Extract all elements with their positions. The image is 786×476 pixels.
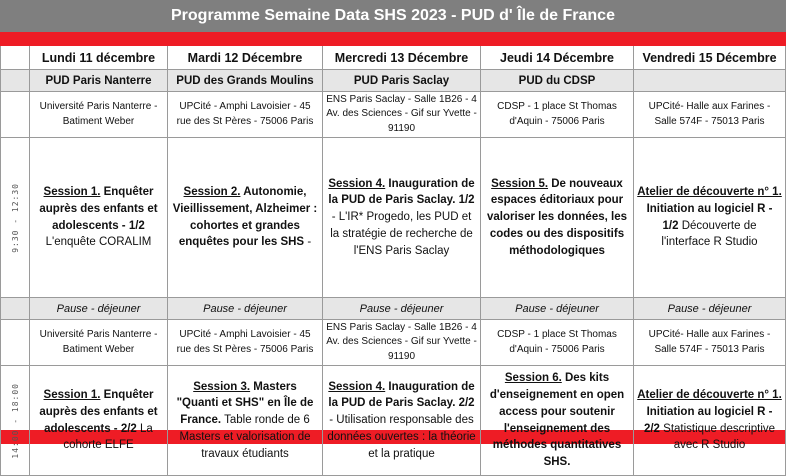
session-title: Enquêter auprès des enfants et adolescents - [39,389,158,435]
session-description: Table ronde de 6 Masters et valorisation de travaux étudiants [179,414,311,460]
session-cell [323,366,481,476]
session-title: Inauguration de la PUD de Paris Saclay. 1/2 [328,177,475,207]
address-cell: UPCité - Amphi Lavoisier - 45 rue des St Pères - 75006 Paris [168,92,323,138]
table-row-sess-pm [0,366,786,476]
time-slot-label: 9:30 - 12:30 [10,182,20,253]
session-description: L'enquête CORALIM [45,236,152,249]
session-title: De nouveaux espaces éditoriaux pour valoriser les données, les codes ou des dispositifs méthodologiques [487,177,627,257]
session-number: Session 3. [193,380,251,393]
address-cell: UPCité- Halle aux Farines - Salle 574F - 75013 Paris [634,320,786,366]
session-cell [634,138,786,298]
table-row-addr-am [0,92,786,138]
address-cell: CDSP - 1 place St Thomas d'Aquin - 75006 Paris [481,92,634,138]
session-number: Session 6. [504,372,562,385]
address-cell: ENS Paris Saclay - Salle 1B26 - 4 Av. des Sciences - Gif sur Yvette - 91190 [323,92,481,138]
lunch-break-cell: Pause - déjeuner [634,298,786,320]
location-header [634,70,786,92]
session-number: Session 4. [328,380,386,393]
address-cell: UPCité- Halle aux Farines - Salle 574F - 75013 Paris [634,92,786,138]
session-cell [30,138,168,298]
session-description: Découverte de l'interface R Studio [661,219,758,249]
top-red-band [0,32,786,46]
session-title: Enquêter auprès des enfants et adolescents - [39,186,158,232]
session-text [171,379,319,462]
session-part: 1/2 [128,219,145,232]
day-header: Mercredi 13 Décembre [323,46,481,70]
table-row-addr-pm [0,320,786,366]
session-cell [168,366,323,476]
session-description: - Utilisation responsable des données ouvertes : la théorie et la pratique [327,414,476,460]
session-number: Session 5. [491,177,549,190]
session-cell [323,138,481,298]
address-cell: UPCité - Amphi Lavoisier - 45 rue des St Pères - 75006 Paris [168,320,323,366]
time-cell [0,320,30,366]
session-number: Session 1. [43,186,101,199]
session-title: Initiation au logiciel R - 1/2 [646,202,773,232]
address-cell: CDSP - 1 place St Thomas d'Aquin - 75006 Paris [481,320,634,366]
session-number: Session 2. [183,186,241,199]
session-description: La cohorte ELFE [63,422,153,452]
page-title: Programme Semaine Data SHS 2023 - PUD d' Île de France [0,0,786,32]
day-header: Mardi 12 Décembre [168,46,323,70]
table-row-hdr [0,46,786,70]
day-header: Vendredi 15 Décembre [634,46,786,70]
lunch-break-cell: Pause - déjeuner [323,298,481,320]
day-header: Lundi 11 décembre [30,46,168,70]
time-cell [0,138,30,298]
session-text [326,176,477,259]
session-title: Masters "Quanti et SHS" en Île de France. [176,380,314,427]
session-title: Inauguration de la PUD de Paris Saclay. 2/2 [328,380,475,410]
address-cell: Université Paris Nanterre - Batiment Weber [30,320,168,366]
session-title: Autonomie, Vieillissement, Alzheimer : cohortes et grandes enquêtes pour les SHS [172,186,318,249]
session-number: Session 4. [328,177,386,190]
time-slot-label: 14:00 - 18:00 [10,382,20,459]
session-text [637,184,782,251]
session-description: Statistique descriptive avec R Studio [663,422,776,452]
session-cell [481,366,634,476]
session-title: Initiation au logiciel R - 2/2 [643,405,773,435]
session-number: Atelier de découverte n° 1. [637,389,782,402]
location-header: PUD Paris Nanterre [30,70,168,92]
address-cell: ENS Paris Saclay - Salle 1B26 - 4 Av. des Sciences - Gif sur Yvette - 91190 [323,320,481,366]
day-header: Jeudi 14 Décembre [481,46,634,70]
session-text [326,379,477,462]
session-number: Session 1. [43,389,101,402]
location-header: PUD Paris Saclay [323,70,481,92]
table-row-loc [0,70,786,92]
time-cell [0,298,30,320]
time-cell [0,92,30,138]
session-cell [634,366,786,476]
session-title: Des kits d'enseignement en open access pour soutenir l'enseignement des méthodes quantitatives SHS. [489,372,625,468]
lunch-break-cell: Pause - déjeuner [168,298,323,320]
session-text [171,184,319,251]
lunch-break-cell: Pause - déjeuner [30,298,168,320]
address-cell: Université Paris Nanterre - Batiment Weber [30,92,168,138]
table-row-sess-am [0,138,786,298]
session-number: Atelier de découverte n° 1. [637,186,782,199]
session-text [484,370,630,470]
session-cell [30,366,168,476]
session-cell [168,138,323,298]
session-text [33,184,164,251]
session-part: 2/2 [120,422,137,435]
location-header: PUD du CDSP [481,70,634,92]
session-text [484,176,630,259]
time-cell [0,366,30,476]
location-header: PUD des Grands Moulins [168,70,323,92]
time-cell [0,46,30,70]
session-description: - L'IR* Progedo, les PUD et la stratégie de recherche de l'ENS Paris Saclay [330,211,473,257]
table-row-pause [0,298,786,320]
session-description: - [307,236,312,249]
lunch-break-cell: Pause - déjeuner [481,298,634,320]
time-cell [0,70,30,92]
session-cell [481,138,634,298]
